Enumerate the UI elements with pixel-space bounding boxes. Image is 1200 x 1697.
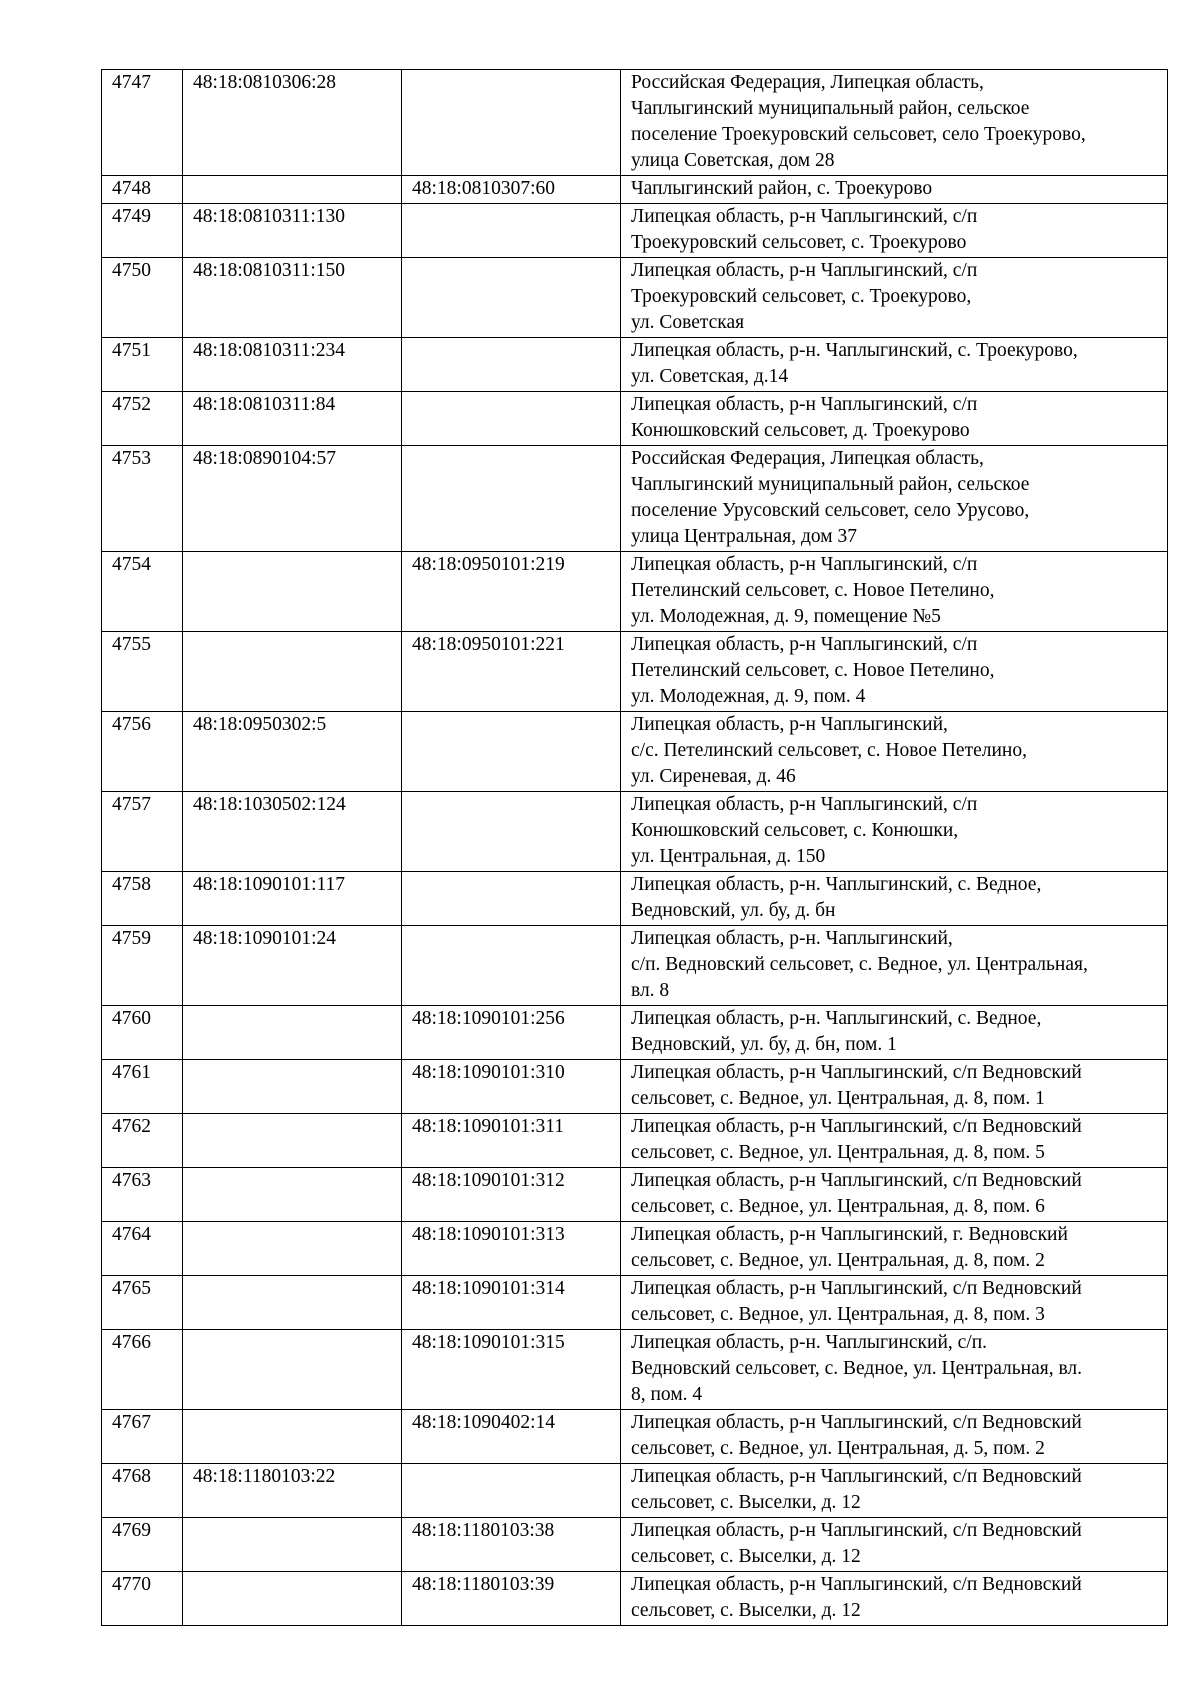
cadastral-number-building	[402, 70, 621, 176]
row-number: 4760	[102, 1006, 183, 1060]
address: Липецкая область, р-н Чаплыгинский, с/п Троекуровский сельсовет, с. Троекурово	[621, 204, 1168, 258]
cadastral-number-building: 48:18:1180103:38	[402, 1518, 621, 1572]
cadastral-number-building: 48:18:1090101:310	[402, 1060, 621, 1114]
cadastral-number-parcel	[183, 1168, 402, 1222]
cadastral-number-parcel	[183, 1006, 402, 1060]
cadastral-number-parcel: 48:18:1090101:117	[183, 872, 402, 926]
address: Чаплыгинский район, с. Троекурово	[621, 176, 1168, 204]
address: Липецкая область, р-н. Чаплыгинский, с. Троекурово, ул. Советская, д.14	[621, 338, 1168, 392]
document-page	[101, 69, 1167, 1626]
cadastral-number-parcel	[183, 552, 402, 632]
table-row	[102, 792, 1168, 872]
address: Липецкая область, р-н. Чаплыгинский, с. Ведное, Ведновский, ул. бу, д. бн, пом. 1	[621, 1006, 1168, 1060]
cadastral-number-building: 48:18:1090101:256	[402, 1006, 621, 1060]
cadastral-number-building	[402, 204, 621, 258]
cadastral-number-building	[402, 926, 621, 1006]
cadastral-number-building	[402, 258, 621, 338]
table-row	[102, 1572, 1168, 1626]
cadastral-number-parcel: 48:18:0890104:57	[183, 446, 402, 552]
cadastral-number-parcel: 48:18:0810311:84	[183, 392, 402, 446]
row-number: 4757	[102, 792, 183, 872]
table-row	[102, 1330, 1168, 1410]
address: Российская Федерация, Липецкая область, Чаплыгинский муниципальный район, сельское поселение Троекуровский сельсовет, село Троекурово, улица Советская, дом 28	[621, 70, 1168, 176]
address: Российская Федерация, Липецкая область, Чаплыгинский муниципальный район, сельское поселение Урусовский сельсовет, село Урусово, улица Центральная, дом 37	[621, 446, 1168, 552]
row-number: 4769	[102, 1518, 183, 1572]
cadastral-number-parcel: 48:18:0810306:28	[183, 70, 402, 176]
cadastral-number-parcel: 48:18:1090101:24	[183, 926, 402, 1006]
cadastral-number-building: 48:18:1090101:311	[402, 1114, 621, 1168]
cadastral-number-building	[402, 392, 621, 446]
cadastral-number-building: 48:18:0950101:219	[402, 552, 621, 632]
address: Липецкая область, р-н Чаплыгинский, с/п Ведновский сельсовет, с. Ведное, ул. Центральная, д. 8, пом. 1	[621, 1060, 1168, 1114]
row-number: 4753	[102, 446, 183, 552]
row-number: 4752	[102, 392, 183, 446]
cadastral-number-parcel: 48:18:1180103:22	[183, 1464, 402, 1518]
table-row	[102, 1114, 1168, 1168]
cadastral-number-parcel: 48:18:0810311:130	[183, 204, 402, 258]
row-number: 4754	[102, 552, 183, 632]
cadastral-number-parcel	[183, 1222, 402, 1276]
row-number: 4758	[102, 872, 183, 926]
address: Липецкая область, р-н Чаплыгинский, с/п Троекуровский сельсовет, с. Троекурово, ул. Советская	[621, 258, 1168, 338]
cadastral-number-parcel	[183, 1330, 402, 1410]
row-number: 4748	[102, 176, 183, 204]
cadastral-number-building	[402, 872, 621, 926]
table-row	[102, 446, 1168, 552]
table-row	[102, 1518, 1168, 1572]
cadastral-number-parcel: 48:18:1030502:124	[183, 792, 402, 872]
row-number: 4750	[102, 258, 183, 338]
table-body	[102, 70, 1168, 1626]
cadastral-number-building	[402, 1464, 621, 1518]
address: Липецкая область, р-н. Чаплыгинский, с/п. Ведновский сельсовет, с. Ведное, ул. Центральная, вл. 8	[621, 926, 1168, 1006]
address: Липецкая область, р-н Чаплыгинский, с/п Ведновский сельсовет, с. Ведное, ул. Центральная, д. 8, пом. 3	[621, 1276, 1168, 1330]
cadastral-number-building	[402, 446, 621, 552]
address: Липецкая область, р-н Чаплыгинский, с/п Ведновский сельсовет, с. Ведное, ул. Центральная, д. 8, пом. 6	[621, 1168, 1168, 1222]
address: Липецкая область, р-н. Чаплыгинский, с/п. Ведновский сельсовет, с. Ведное, ул. Центральная, вл. 8, пом. 4	[621, 1330, 1168, 1410]
cadastral-number-parcel	[183, 1114, 402, 1168]
row-number: 4764	[102, 1222, 183, 1276]
table-row	[102, 176, 1168, 204]
table-row	[102, 1222, 1168, 1276]
table-row	[102, 392, 1168, 446]
cadastral-number-building: 48:18:1090101:315	[402, 1330, 621, 1410]
row-number: 4763	[102, 1168, 183, 1222]
table-row	[102, 70, 1168, 176]
cadastral-number-building: 48:18:1180103:39	[402, 1572, 621, 1626]
table-row	[102, 1006, 1168, 1060]
property-table	[101, 69, 1168, 1626]
row-number: 4761	[102, 1060, 183, 1114]
address: Липецкая область, р-н Чаплыгинский, с/п Ведновский сельсовет, с. Выселки, д. 12	[621, 1572, 1168, 1626]
address: Липецкая область, р-н Чаплыгинский, с/п Петелинский сельсовет, с. Новое Петелино, ул. Молодежная, д. 9, помещение №5	[621, 552, 1168, 632]
row-number: 4768	[102, 1464, 183, 1518]
table-row	[102, 632, 1168, 712]
address: Липецкая область, р-н Чаплыгинский, с/п Конюшковский сельсовет, д. Троекурово	[621, 392, 1168, 446]
row-number: 4765	[102, 1276, 183, 1330]
row-number: 4747	[102, 70, 183, 176]
cadastral-number-parcel: 48:18:0950302:5	[183, 712, 402, 792]
cadastral-number-building	[402, 338, 621, 392]
cadastral-number-parcel	[183, 1060, 402, 1114]
address: Липецкая область, р-н Чаплыгинский, с/п Петелинский сельсовет, с. Новое Петелино, ул. Молодежная, д. 9, пом. 4	[621, 632, 1168, 712]
cadastral-number-building: 48:18:1090101:314	[402, 1276, 621, 1330]
row-number: 4755	[102, 632, 183, 712]
address: Липецкая область, р-н Чаплыгинский, с/п Конюшковский сельсовет, с. Конюшки, ул. Центральная, д. 150	[621, 792, 1168, 872]
row-number: 4770	[102, 1572, 183, 1626]
cadastral-number-parcel: 48:18:0810311:150	[183, 258, 402, 338]
row-number: 4759	[102, 926, 183, 1006]
table-row	[102, 204, 1168, 258]
cadastral-number-parcel	[183, 632, 402, 712]
table-row	[102, 1168, 1168, 1222]
table-row	[102, 552, 1168, 632]
table-row	[102, 258, 1168, 338]
cadastral-number-building: 48:18:0950101:221	[402, 632, 621, 712]
row-number: 4756	[102, 712, 183, 792]
cadastral-number-building: 48:18:1090101:313	[402, 1222, 621, 1276]
table-row	[102, 712, 1168, 792]
row-number: 4762	[102, 1114, 183, 1168]
table-row	[102, 338, 1168, 392]
table-row	[102, 1464, 1168, 1518]
cadastral-number-parcel	[183, 1572, 402, 1626]
cadastral-number-building: 48:18:0810307:60	[402, 176, 621, 204]
address: Липецкая область, р-н Чаплыгинский, с/п Ведновский сельсовет, с. Выселки, д. 12	[621, 1518, 1168, 1572]
table-row	[102, 926, 1168, 1006]
cadastral-number-parcel	[183, 1276, 402, 1330]
cadastral-number-building	[402, 792, 621, 872]
address: Липецкая область, р-н Чаплыгинский, с/п Ведновский сельсовет, с. Ведное, ул. Центральная, д. 5, пом. 2	[621, 1410, 1168, 1464]
cadastral-number-building: 48:18:1090402:14	[402, 1410, 621, 1464]
row-number: 4751	[102, 338, 183, 392]
table-row	[102, 1410, 1168, 1464]
row-number: 4766	[102, 1330, 183, 1410]
address: Липецкая область, р-н Чаплыгинский, г. Ведновский сельсовет, с. Ведное, ул. Центральная, д. 8, пом. 2	[621, 1222, 1168, 1276]
row-number: 4749	[102, 204, 183, 258]
table-row	[102, 1060, 1168, 1114]
table-row	[102, 1276, 1168, 1330]
row-number: 4767	[102, 1410, 183, 1464]
address: Липецкая область, р-н Чаплыгинский, с/п Ведновский сельсовет, с. Ведное, ул. Центральная, д. 8, пом. 5	[621, 1114, 1168, 1168]
cadastral-number-building	[402, 712, 621, 792]
table-row	[102, 872, 1168, 926]
address: Липецкая область, р-н Чаплыгинский, с/с. Петелинский сельсовет, с. Новое Петелино, ул. Сиреневая, д. 46	[621, 712, 1168, 792]
cadastral-number-parcel: 48:18:0810311:234	[183, 338, 402, 392]
cadastral-number-parcel	[183, 1410, 402, 1464]
cadastral-number-parcel	[183, 176, 402, 204]
cadastral-number-building: 48:18:1090101:312	[402, 1168, 621, 1222]
address: Липецкая область, р-н. Чаплыгинский, с. Ведное, Ведновский, ул. бу, д. бн	[621, 872, 1168, 926]
address: Липецкая область, р-н Чаплыгинский, с/п Ведновский сельсовет, с. Выселки, д. 12	[621, 1464, 1168, 1518]
cadastral-number-parcel	[183, 1518, 402, 1572]
